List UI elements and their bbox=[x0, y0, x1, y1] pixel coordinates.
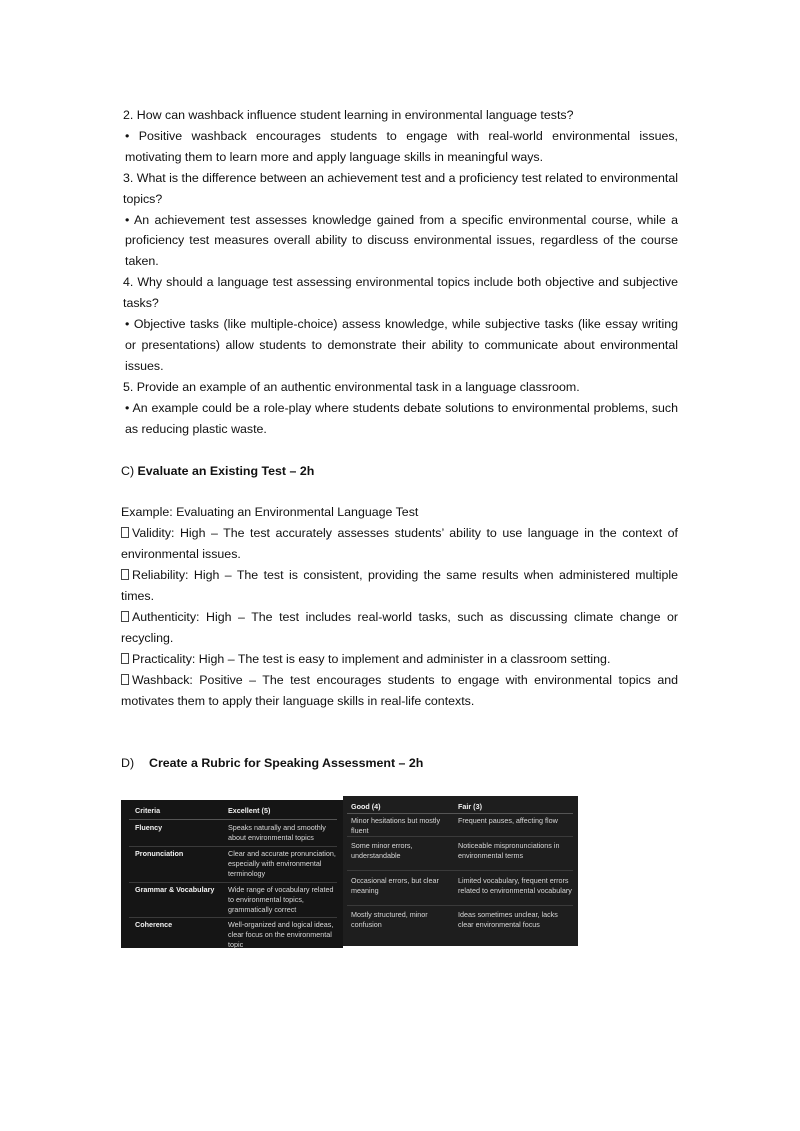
rubric-left-panel bbox=[121, 800, 343, 948]
rubric-good-grammar: Occasional errors, but clear meaning bbox=[351, 876, 439, 895]
question-4: 4. Why should a language test assessing environmental topics include both objective and subjective tasks? bbox=[123, 275, 678, 311]
rubric-fair-pronunciation: Noticeable mispronunciations in environmental terms bbox=[458, 841, 560, 860]
criterion-reliability: Reliability: High – The test is consistent, providing the same results when administered multiple times. bbox=[121, 568, 678, 604]
rubric-fair-grammar: Limited vocabulary, frequent errors related to environmental vocabulary bbox=[458, 876, 572, 895]
answer-5: • An example could be a role-play where students debate solutions to environmental problems, such as reducing plastic waste. bbox=[125, 400, 678, 436]
criterion-validity: Validity: High – The test accurately assesses students’ ability to use language in the context of environmental issues. bbox=[121, 526, 678, 562]
header-good: Good (4) bbox=[351, 802, 381, 811]
question-3: 3. What is the difference between an achievement test and a proficiency test related to environmental topics? bbox=[123, 170, 678, 206]
rubric-good-coherence: Mostly structured, minor confusion bbox=[351, 910, 428, 929]
criterion-washback: Washback: Positive – The test encourages students to engage with environmental topics and motivates them to apply their language skills in real-life contexts. bbox=[121, 672, 678, 708]
rubric-criteria-coherence: Coherence bbox=[135, 920, 173, 929]
answer-2: • Positive washback encourages students to engage with real-world environmental issues, motivating them to learn more and apply language skills in meaningful ways. bbox=[125, 128, 678, 164]
section-c-heading bbox=[121, 461, 678, 482]
rubric-excellent-pronunciation: Clear and accurate pronunciation, especially with environmental terminology bbox=[228, 849, 336, 878]
answer-4: • Objective tasks (like multiple-choice) assess knowledge, while subjective tasks (like essay writing or presentations) allow students to demonstrate their ability to communicate about environmental issues. bbox=[125, 317, 678, 373]
header-criteria: Criteria bbox=[135, 806, 161, 815]
section-c-prefix: C) bbox=[121, 463, 138, 478]
checkbox-glyph-icon bbox=[121, 653, 129, 664]
checkbox-glyph-icon bbox=[121, 527, 129, 538]
answer-3: • An achievement test assesses knowledge gained from a specific environmental course, while a proficiency test measures overall ability to discuss environmental issues, regardless of the course taken. bbox=[125, 212, 678, 269]
section-c-title: Evaluate an Existing Test – 2h bbox=[137, 463, 315, 478]
section-d-title: Create a Rubric for Speaking Assessment – 2h bbox=[149, 756, 424, 771]
rubric-excellent-grammar: Wide range of vocabulary related to environmental topics, grammatically correct bbox=[228, 885, 334, 914]
checkbox-glyph-icon bbox=[121, 569, 129, 580]
rubric-image bbox=[121, 796, 578, 948]
section-d-heading bbox=[121, 753, 678, 774]
checkbox-glyph-icon bbox=[121, 611, 129, 622]
rubric-criteria-fluency: Fluency bbox=[135, 823, 163, 832]
rubric-right-panel bbox=[343, 796, 578, 946]
rubric-good-fluency: Minor hesitations but mostly fluent bbox=[351, 816, 441, 835]
rubric-criteria-grammar: Grammar & Vocabulary bbox=[135, 885, 215, 894]
question-2: 2. How can washback influence student learning in environmental language tests? bbox=[123, 108, 574, 122]
criterion-authenticity: Authenticity: High – The test includes real-world tasks, such as discussing climate change or recycling. bbox=[121, 609, 678, 645]
rubric-criteria-pronunciation: Pronunciation bbox=[135, 849, 184, 858]
section-c-example: Example: Evaluating an Environmental Language Test bbox=[121, 505, 419, 520]
checkbox-glyph-icon bbox=[121, 674, 129, 685]
rubric-fair-coherence: Ideas sometimes unclear, lacks clear environmental focus bbox=[458, 910, 558, 929]
section-d-letter: D) bbox=[121, 756, 135, 771]
criterion-practicality: Practicality: High – The test is easy to implement and administer in a classroom setting. bbox=[121, 649, 678, 670]
header-excellent: Excellent (5) bbox=[228, 806, 271, 815]
rubric-fair-fluency: Frequent pauses, affecting flow bbox=[458, 816, 558, 825]
rubric-excellent-coherence: Well-organized and logical ideas, clear focus on the environmental topic bbox=[228, 920, 334, 949]
document-body bbox=[121, 105, 678, 774]
rubric-excellent-fluency: Speaks naturally and smoothly about environmental topics bbox=[228, 823, 326, 842]
header-fair: Fair (3) bbox=[458, 802, 482, 811]
question-5: 5. Provide an example of an authentic environmental task in a language classroom. bbox=[123, 379, 580, 394]
rubric-good-pronunciation: Some minor errors, understandable bbox=[351, 841, 413, 860]
